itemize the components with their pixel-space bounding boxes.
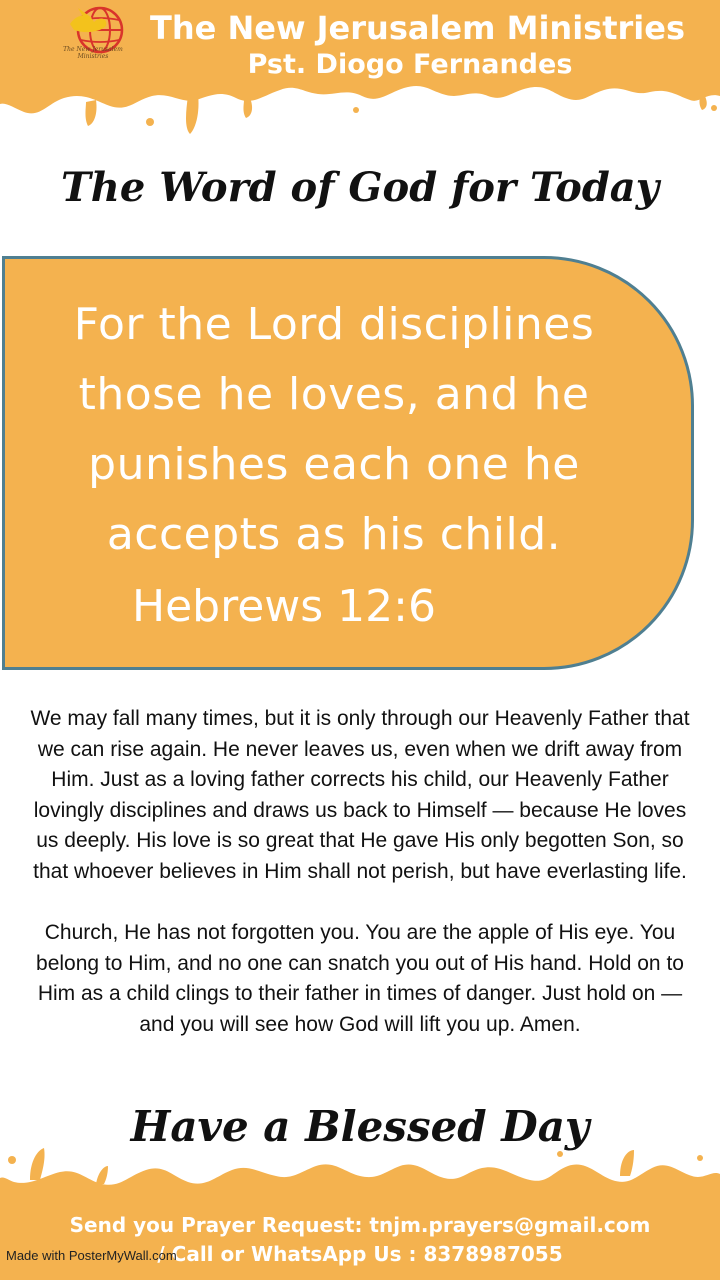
verse-line: punishes each one he bbox=[88, 439, 580, 490]
paint-dot bbox=[711, 105, 717, 111]
verse-line: those he loves, and he bbox=[78, 369, 590, 420]
watermark: Made with PosterMyWall.com bbox=[6, 1248, 177, 1263]
devotional-paragraph-1: We may fall many times, but it is only through our Heavenly Father that we can rise again. He never leaves us, even when we drift away from Him. Just as a loving father corrects his child, our Heavenly Father lovingly disciplines and draws us back to Himself — because He loves us deeply. His love is so great that He gave His only begotten Son, so that whoever believes in Him shall not perish, but have everlasting life. bbox=[30, 707, 690, 883]
verse-line: For the Lord disciplines bbox=[73, 299, 595, 350]
globe-with-dove-logo-icon bbox=[56, 4, 138, 72]
verse-text bbox=[14, 290, 654, 570]
top-paint-drip bbox=[86, 100, 97, 126]
top-paint-drip bbox=[186, 94, 199, 134]
logo-caption: The New Jerusalem Ministries bbox=[63, 46, 123, 60]
paint-dot bbox=[353, 107, 359, 113]
paint-dot bbox=[146, 118, 154, 126]
contact-line: / Call or WhatsApp Us : 8378987055 bbox=[157, 1242, 563, 1266]
verse-line: accepts as his child. bbox=[106, 509, 562, 560]
verse-reference: Hebrews 12:6 bbox=[132, 581, 436, 632]
bottom-paint-drip bbox=[96, 1166, 108, 1184]
closing-blessing: Have a Blessed Day bbox=[130, 1102, 590, 1151]
top-paint-drip bbox=[244, 98, 253, 118]
page-title: The Word of God for Today bbox=[61, 164, 659, 211]
pastor-name: Pst. Diogo Fernandes bbox=[247, 49, 573, 80]
prayer-request-line: Send you Prayer Request: tnjm.prayers@gmail.com bbox=[69, 1213, 651, 1237]
organization-name: The New Jerusalem Ministries bbox=[150, 9, 686, 47]
devotional-paragraph-2: Church, He has not forgotten you. You are the apple of His eye. You belong to Him, and no one can snatch you out of His hand. Hold on to Him as a child clings to their father in times of danger. Just hold on — and you will see how God will lift you up. Amen. bbox=[36, 921, 684, 1036]
